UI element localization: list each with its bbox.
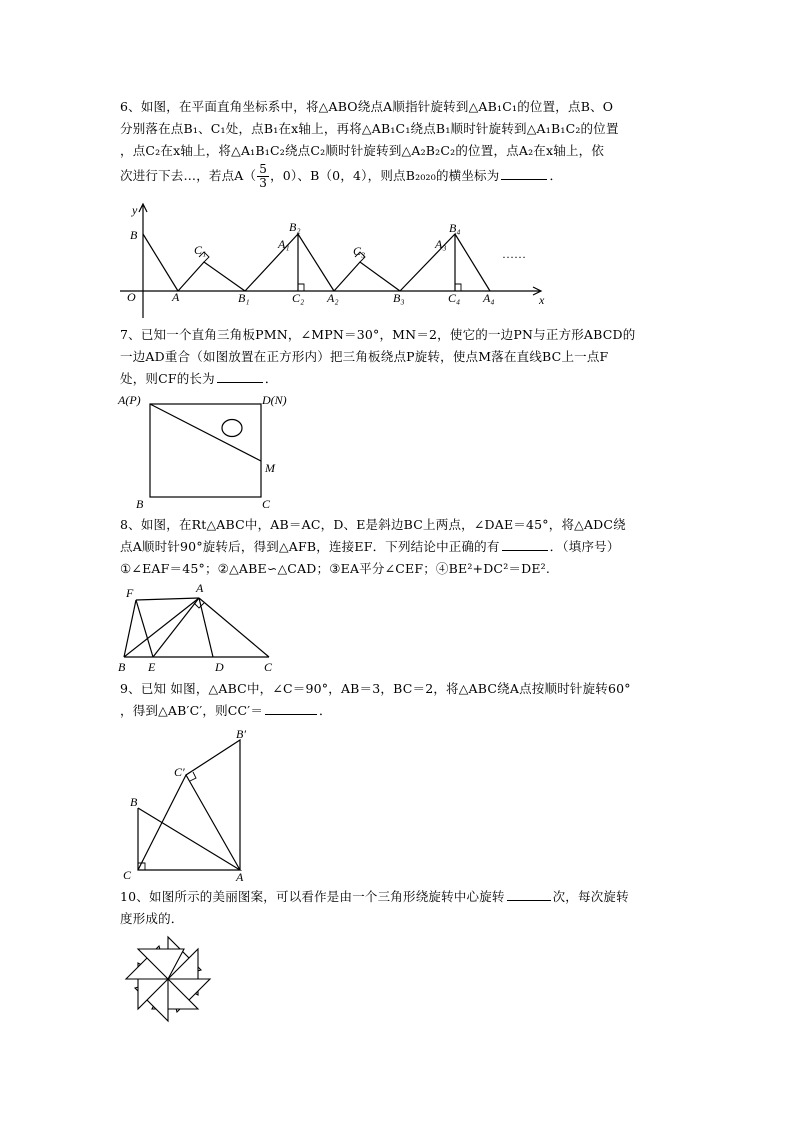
q10-line-2: 度形成的． xyxy=(120,911,184,926)
label-AP: A(P) xyxy=(118,393,141,407)
label-B2: B₂ xyxy=(289,220,301,234)
label-y: y xyxy=(132,203,138,217)
label-B1: B₁ xyxy=(238,291,250,305)
label-A: A xyxy=(196,581,204,595)
q6-line-3: ，点C₂在x轴上，将△A₁B₁C₂绕点C₂顺时针旋转到△A₂B₂C₂的位置，点A₂在x轴上，依 xyxy=(120,143,605,158)
label-O: O xyxy=(127,290,136,304)
label-E: E xyxy=(148,660,156,674)
label-C: C xyxy=(264,660,273,674)
label-A: A xyxy=(172,290,180,304)
q10-line-1: 10、如图所示的美丽图案，可以看作是由一个三角形绕旋转中心旋转 次，每次旋转 xyxy=(120,889,629,904)
q6-line-2: 分别落在点B₁、C₁处，点B₁在x轴上，再将△AB₁C₁绕点B₁顺时针旋转到△A₁B₁C₂的位置 xyxy=(120,121,619,136)
label-C2: C₂ xyxy=(292,291,305,305)
label-C3: C₃ xyxy=(353,244,366,258)
label-B-prime: B′ xyxy=(236,727,246,741)
label-A3: A₃ xyxy=(435,237,447,251)
label-ellipsis: …… xyxy=(502,247,526,261)
q7-line-1: 7、已知一个直角三角板PMN，∠MPN＝30°，MN＝2，使它的一边PN与正方形ABCD的 xyxy=(120,327,636,342)
fraction-5-3: $\frac{5}{3}$ xyxy=(259,162,268,190)
label-A1: A₁ xyxy=(278,237,290,251)
q6-line-4: 次进行下去…，若点A（ $\frac{5}{3}$ ，0）、B（0，4），则点B₂₀₂₀的横坐标为 ． xyxy=(120,162,563,190)
q8-line-2: 点A顺时针90°旋转后，得到△AFB，连接EF．下列结论中正确的有 ．（填序号） xyxy=(120,539,620,554)
q9-line-2: ，得到△AB′C′，则CC′＝ ． xyxy=(120,703,332,718)
label-M: M xyxy=(265,461,275,475)
q9-line-1: 9、已知 如图，△ABC中，∠C＝90°，AB＝3，BC＝2，将△ABC绕A点按顺时针旋转60° xyxy=(120,681,631,696)
label-C1: C₁ xyxy=(194,243,207,257)
q8-line-1: 8、如图，在Rt△ABC中，AB＝AC，D、E是斜边BC上两点，∠DAE＝45°，将△ADC绕 xyxy=(120,517,626,532)
label-A4: A₄ xyxy=(483,291,495,305)
label-DN: D(N) xyxy=(262,393,287,407)
label-B: B xyxy=(136,497,144,511)
label-A2: A₂ xyxy=(327,291,339,305)
label-C-prime: C′ xyxy=(174,765,185,779)
q7-line-2: 一边AD重合（如图放置在正方形内）把三角板绕点P旋转，使点M落在直线BC上一点F xyxy=(120,349,609,364)
label-x: x xyxy=(539,293,545,307)
label-C4: C₄ xyxy=(448,291,461,305)
label-C: C xyxy=(123,868,132,882)
q6-line-1: 6、如图，在平面直角坐标系中，将△ABO绕点A顺指针旋转到△AB₁C₁的位置，点B、O xyxy=(120,99,614,114)
label-F: F xyxy=(126,586,134,600)
q8-line-3: ①∠EAF＝45°；②△ABE∽△CAD；③EA平分∠CEF；④BE²+DC²＝DE². xyxy=(120,561,551,576)
label-D: D xyxy=(215,660,224,674)
q7-line-3: 处，则CF的长为 ． xyxy=(120,371,278,386)
label-A: A xyxy=(236,870,244,884)
label-B: B xyxy=(130,795,138,809)
label-B: B xyxy=(118,660,126,674)
label-B3: B₃ xyxy=(393,291,405,305)
label-B4: B₄ xyxy=(449,221,461,235)
label-B: B xyxy=(130,228,138,242)
label-C: C xyxy=(262,497,271,511)
